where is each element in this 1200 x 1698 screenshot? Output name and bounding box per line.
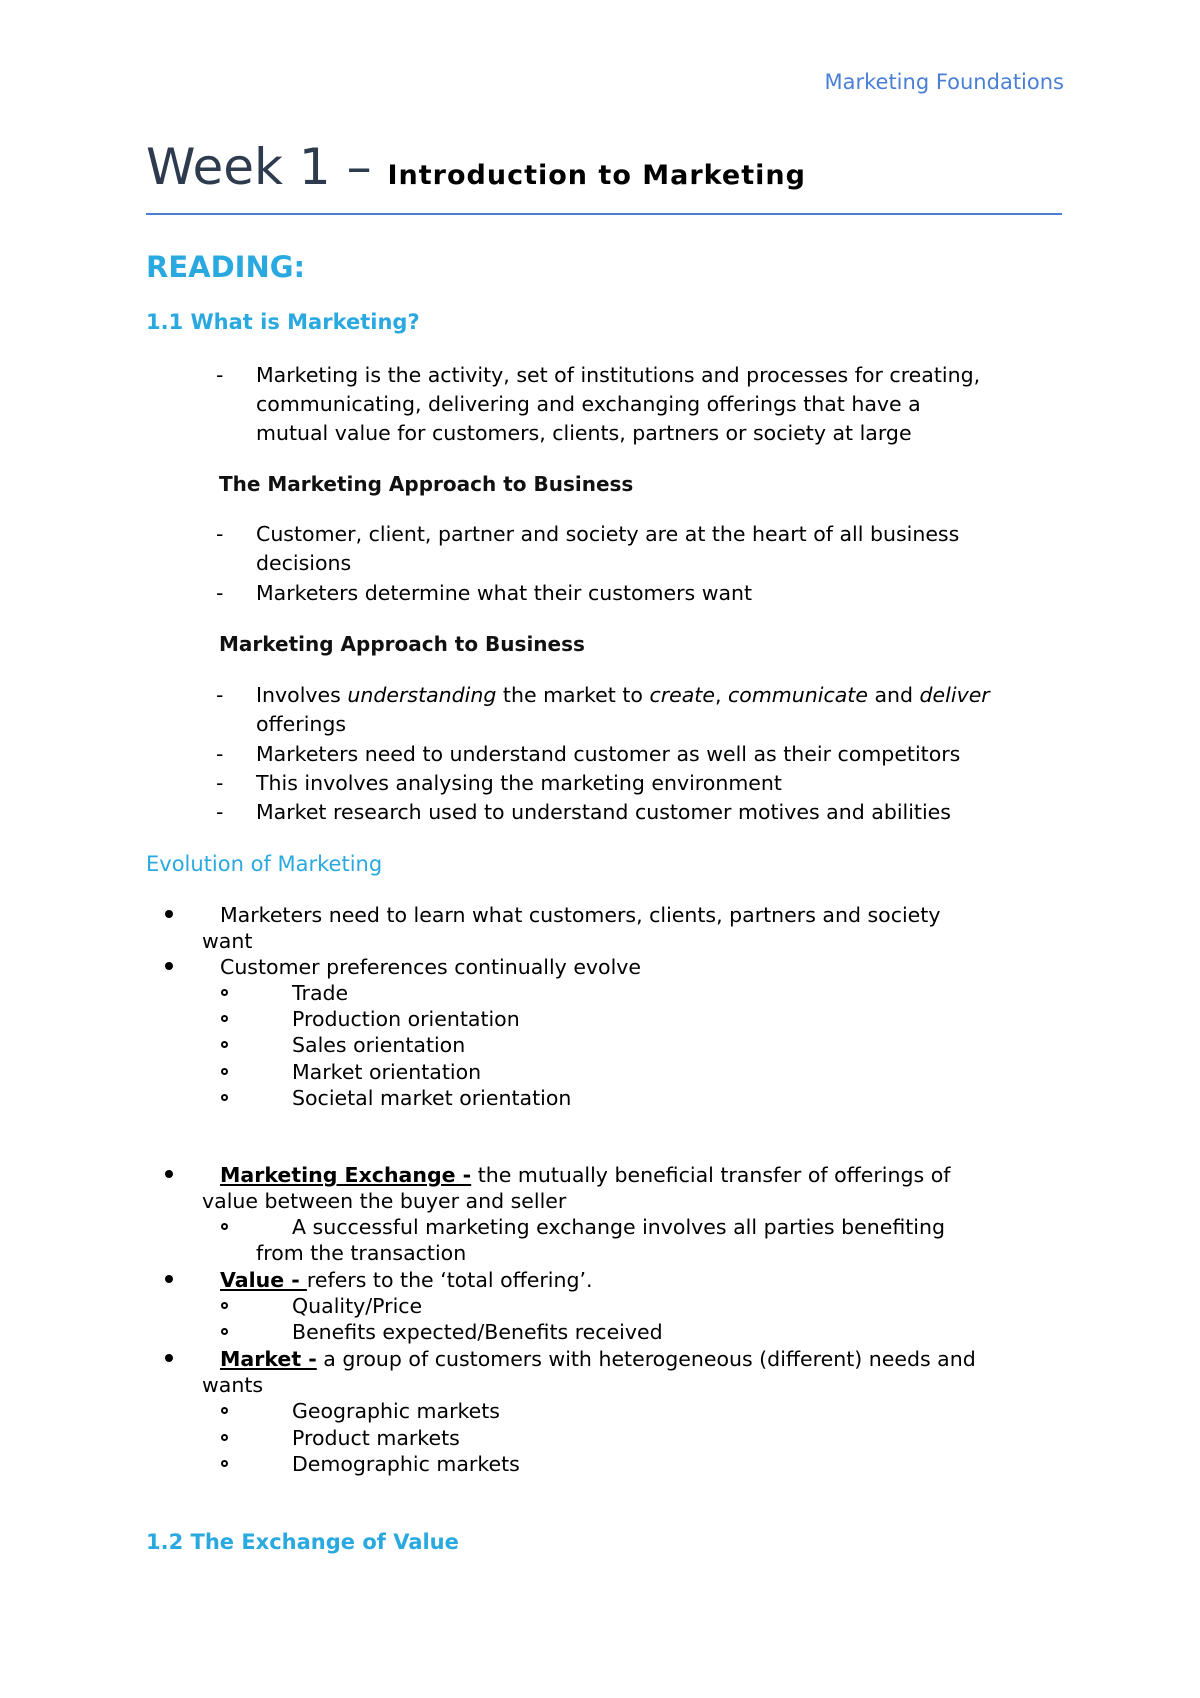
dash-marker: -: [216, 522, 224, 546]
dash-marker: -: [216, 683, 224, 707]
evolution-sub-1: Trade: [292, 981, 349, 1005]
bullet-icon: [165, 1275, 173, 1283]
exchange-sub-line-1: A successful marketing exchange involves all parties benefiting: [292, 1215, 945, 1239]
market-sub-1: Geographic markets: [292, 1399, 500, 1423]
approach-2-item-1-part: Involves: [256, 683, 348, 707]
evolution-heading: Evolution of Marketing: [146, 852, 383, 876]
sub-bullet-icon: [221, 1460, 228, 1467]
emphasis-understanding: understanding: [347, 683, 497, 707]
term-label: Marketing Exchange -: [220, 1163, 472, 1187]
dash-marker: -: [216, 363, 224, 387]
approach-2-item-1-cont: offerings: [256, 712, 347, 736]
subheading-marketing-approach-2: Marketing Approach to Business: [219, 632, 585, 656]
approach-2-item-1-part: the market to: [496, 683, 650, 707]
bullet-icon: [165, 1170, 173, 1178]
evolution-sub-3: Sales orientation: [292, 1033, 466, 1057]
dash-marker: -: [216, 771, 224, 795]
reading-label: READING:: [146, 250, 306, 284]
sub-bullet-icon: [221, 1223, 228, 1230]
term-marketing-exchange: [220, 1162, 950, 1188]
sub-bullet-icon: [221, 1302, 228, 1309]
market-sub-3: Demographic markets: [292, 1452, 520, 1476]
approach-1-item-1-cont: decisions: [256, 551, 352, 575]
dash-marker: -: [216, 581, 224, 605]
sub-bullet-icon: [221, 1094, 228, 1101]
definition-line-1: Marketing is the activity, set of institutions and processes for creating,: [256, 363, 981, 387]
emphasis-create: create: [649, 683, 715, 707]
title-week: Week 1 –: [146, 138, 372, 196]
approach-2-item-4: Market research used to understand customer motives and abilities: [256, 800, 951, 824]
evolution-bullet-1-line-2: want: [202, 929, 253, 953]
section-heading-1-2: 1.2 The Exchange of Value: [146, 1530, 459, 1554]
value-sub-2: Benefits expected/Benefits received: [292, 1320, 663, 1344]
evolution-bullet-2: Customer preferences continually evolve: [220, 955, 642, 979]
header-course-title: Marketing Foundations: [824, 70, 1064, 94]
evolution-sub-4: Market orientation: [292, 1060, 482, 1084]
evolution-sub-5: Societal market orientation: [292, 1086, 572, 1110]
sub-bullet-icon: [221, 989, 228, 996]
bullet-icon: [165, 910, 173, 918]
term-marketing-exchange-cont: value between the buyer and seller: [202, 1189, 567, 1213]
value-sub-1: Quality/Price: [292, 1294, 423, 1318]
approach-2-item-1: [256, 681, 990, 710]
approach-2-item-1-part: and: [867, 683, 920, 707]
approach-2-item-1-part: ,: [714, 683, 729, 707]
sub-bullet-icon: [221, 1434, 228, 1441]
market-sub-2: Product markets: [292, 1426, 460, 1450]
bullet-icon: [165, 962, 173, 970]
approach-1-item-2: Marketers determine what their customers want: [256, 581, 753, 605]
definition-line-3: mutual value for customers, clients, partners or society at large: [256, 421, 912, 445]
emphasis-deliver: deliver: [919, 683, 990, 707]
term-definition: refers to the ‘total offering’.: [306, 1268, 593, 1292]
sub-bullet-icon: [221, 1041, 228, 1048]
bullet-icon: [165, 1354, 173, 1362]
section-heading-1-1: 1.1 What is Marketing?: [146, 310, 420, 334]
term-definition: the mutually beneficial transfer of offerings of: [471, 1163, 951, 1187]
sub-bullet-icon: [221, 1015, 228, 1022]
evolution-sub-2: Production orientation: [292, 1007, 520, 1031]
page-title: [146, 138, 806, 196]
emphasis-communicate: communicate: [728, 683, 868, 707]
approach-1-item-1: Customer, client, partner and society are at the heart of all business: [256, 522, 960, 546]
approach-2-item-2: Marketers need to understand customer as well as their competitors: [256, 742, 961, 766]
term-market: [220, 1346, 976, 1372]
sub-bullet-icon: [221, 1328, 228, 1335]
dash-marker: -: [216, 742, 224, 766]
dash-marker: -: [216, 800, 224, 824]
term-label: Market -: [220, 1347, 317, 1371]
evolution-bullet-1-line-1: Marketers need to learn what customers, clients, partners and society: [220, 903, 941, 927]
term-value: [220, 1267, 593, 1293]
definition-line-2: communicating, delivering and exchanging offerings that have a: [256, 392, 921, 416]
title-topic: Introduction to Marketing: [387, 160, 806, 191]
sub-bullet-icon: [221, 1407, 228, 1414]
term-label: Value -: [220, 1268, 307, 1292]
sub-bullet-icon: [221, 1068, 228, 1075]
subheading-marketing-approach-1: The Marketing Approach to Business: [219, 472, 634, 496]
term-definition: a group of customers with heterogeneous (different) needs and: [316, 1347, 976, 1371]
title-divider: [146, 213, 1062, 215]
term-market-cont: wants: [202, 1373, 264, 1397]
approach-2-item-3: This involves analysing the marketing environment: [256, 771, 782, 795]
exchange-sub-line-2: from the transaction: [256, 1241, 467, 1265]
